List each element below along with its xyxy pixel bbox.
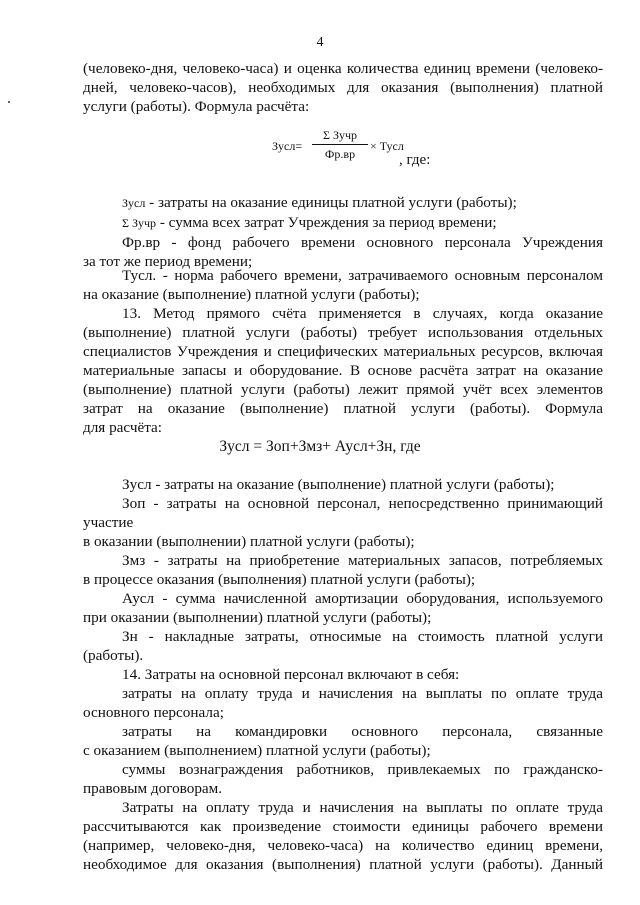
text-line: специалистов Учреждения и специфических материальных ресурсов, включая (83, 343, 603, 360)
text-line: затраты на командировки основного персонала, связанные (122, 723, 603, 740)
text-line: 14. Затраты на основной персонал включают в себя: (122, 666, 460, 683)
formula-unit-cost (272, 128, 472, 188)
definition-text: - затраты на оказание единицы платной услуги (работы); (145, 194, 517, 211)
text-line: (например, человеко-дня, человеко-часа) на количество единиц времени, (83, 837, 603, 854)
text-line: дней, человеко-часов), необходимых для оказания (выполнения) платной (83, 79, 603, 96)
text-line: затраты на оплату труда и начисления на выплаты по оплате труда (122, 685, 603, 702)
text-line: Затраты на оплату труда и начисления на выплаты по оплате труда (122, 799, 603, 816)
formula-where: , где: (399, 152, 431, 168)
definition-text: - сумма всех затрат Учреждения за период времени; (156, 214, 497, 231)
text-line: Фр.вр - фонд рабочего времени основного персонала Учреждения (122, 234, 603, 251)
text-line: (выполнение) платной услуги (работы) требует использования отдельных (83, 324, 603, 341)
text-line: участие (83, 514, 134, 531)
text-line: Зоп - затраты на основной персонал, непосредственно принимающий (122, 495, 603, 512)
text-line: затрат на оказание (выполнение) платной услуги (работы). Формула (83, 400, 603, 417)
scan-mark (8, 101, 10, 103)
formula-denominator: Фр.вр (324, 147, 356, 161)
page-number: 4 (316, 35, 324, 50)
formula-lhs: Зусл= (272, 139, 303, 153)
symbol: Σ Зучр (122, 216, 157, 230)
text-line: суммы вознаграждения работников, привлекаемых по гражданско- (122, 761, 603, 778)
formula-fraction (312, 128, 368, 162)
text-line: 13. Метод прямого счёта применяется в случаях, когда оказание (122, 305, 603, 322)
text-line: Зн - накладные затраты, относимые на стоимость платной услуги (122, 628, 603, 645)
text-line: при оказании (выполнении) платной услуги (работы); (83, 609, 432, 626)
text-line: Змз - затраты на приобретение материальных запасов, потребляемых (122, 552, 603, 569)
text-line: на оказание (выполнение) платной услуги (работы); (83, 286, 420, 303)
text-line: правовым договорам. (83, 780, 223, 797)
text-line: материальные запасы и оборудование. В основе расчёта затрат на оказание (83, 362, 603, 379)
text-line: Аусл - сумма начисленной амортизации оборудования, используемого (122, 590, 603, 607)
text-line: рассчитываются как произведение стоимости единицы рабочего времени (83, 818, 603, 835)
text-line: для расчёта: (83, 419, 163, 436)
formula-rhs: × Тусл (370, 139, 404, 153)
text-line: (человеко-дня, человеко-часа) и оценка количества единиц времени (человеко- (83, 60, 603, 77)
text-line: услуги (работы). Формула расчёта: (83, 98, 310, 115)
text-line: основного персонала; (83, 704, 224, 721)
formula-direct-cost: Зусл = Зоп+Змз+ Аусл+Зн, где (219, 438, 421, 455)
definition-line (122, 214, 603, 232)
text-line: необходимое для оказания (выполнения) платной услуги (работы). Данный (83, 856, 603, 873)
text-line: (выполнение) платной услуги (работы) лежит прямой учёт всех элементов (83, 381, 603, 398)
text-line: (работы). (83, 647, 144, 664)
text-line: с оказанием (выполнением) платной услуги (работы); (83, 742, 431, 759)
formula-numerator: Σ Зучр (312, 128, 368, 145)
symbol: Зусл (122, 196, 146, 210)
text-line: за тот же период времени; (83, 253, 253, 270)
definition-line (122, 194, 603, 212)
text-line: Тусл. - норма рабочего времени, затрачиваемого основным персоналом (122, 267, 603, 284)
text-line: в оказании (выполнении) платной услуги (работы); (83, 533, 415, 550)
text-line: Зусл - затраты на оказание (выполнение) платной услуги (работы); (122, 476, 555, 493)
text-line: в процессе оказания (выполнения) платной услуги (работы); (83, 571, 476, 588)
